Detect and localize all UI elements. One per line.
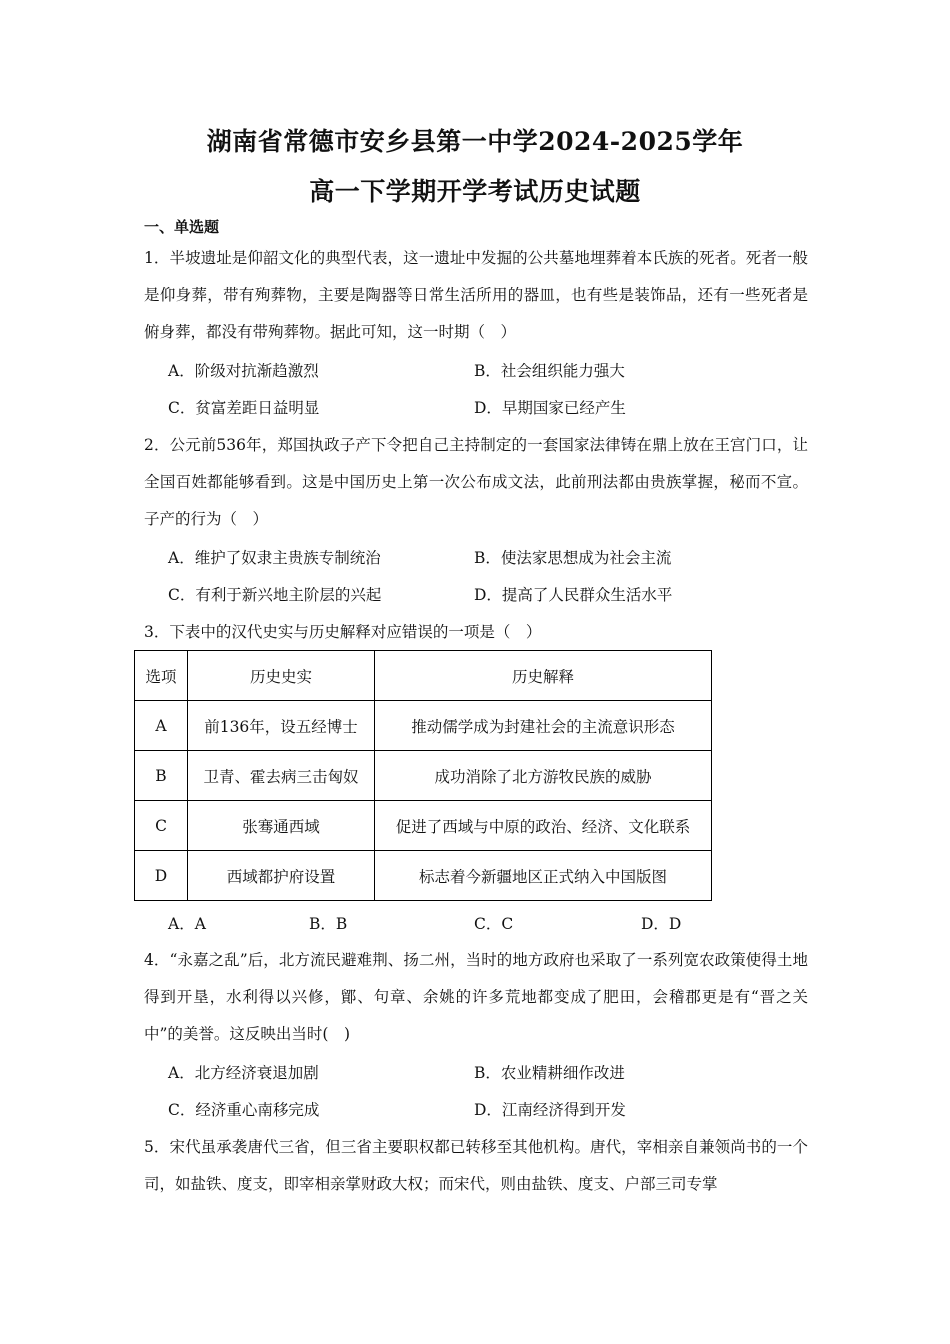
table-row — [135, 801, 712, 851]
question-1-option-d: D．早期国家已经产生 — [474, 399, 626, 417]
table-cell: 前136年，设五经博士 — [188, 701, 375, 751]
table-cell: A — [135, 701, 188, 751]
table-row — [135, 701, 712, 751]
question-4-option-b: B．农业精耕细作改进 — [474, 1064, 625, 1082]
question-1-option-a: A．阶级对抗渐趋激烈 — [168, 362, 319, 380]
question-3-stem: 3．下表中的汉代史实与历史解释对应错误的一项是（ ） — [144, 623, 542, 641]
table-cell: 促进了西域与中原的政治、经济、文化联系 — [375, 801, 712, 851]
exam-title-line2: 高一下学期开学考试历史试题 — [309, 177, 641, 206]
table-header-cell: 历史解释 — [375, 651, 712, 701]
question-4-option-c: C．经济重心南移完成 — [168, 1101, 320, 1119]
table-row — [135, 751, 712, 801]
question-1-stem: 1．半坡遗址是仰韶文化的典型代表，这一遗址中发掘的公共墓地埋葬着本氏族的死者。死者一般是仰身葬，带有殉葬物，主要是陶器等日常生活所用的器皿，也有些是装饰品，还有一些死者是俯身葬，都没有带殉葬物。据此可知，这一时期（ ） — [144, 249, 808, 341]
question-4-stem: 4．“永嘉之乱”后，北方流民避难荆、扬二州，当时的地方政府也采取了一系列宽农政策使得土地得到开垦，水利得以兴修，鄮、句章、余姚的许多荒地都变成了肥田，会稽郡更是有“晋之关中”的美誉。这反映出当时( ) — [144, 951, 808, 1043]
question-2-stem: 2．公元前536年，郑国执政子产下令把自己主持制定的一套国家法律铸在鼎上放在王宫门口，让全国百姓都能够看到。这是中国历史上第一次公布成文法，此前刑法都由贵族掌握，秘而不宣。子产的行为（ ） — [144, 436, 808, 528]
question-2-option-a: A．维护了奴隶主贵族专制统治 — [168, 549, 381, 567]
question-5-stem: 5．宋代虽承袭唐代三省，但三省主要职权都已转移至其他机构。唐代，宰相亲自兼领尚书的一个司，如盐铁、度支，即宰相亲掌财政大权；而宋代，则由盐铁、度支、户部三司专掌 — [144, 1138, 808, 1193]
section-heading: 一、单选题 — [144, 218, 220, 236]
question-3-option-c: C．C — [474, 915, 514, 933]
question-3-option-b: B．B — [309, 915, 348, 933]
question-4-option-d: D．江南经济得到开发 — [474, 1101, 626, 1119]
table-cell: C — [135, 801, 188, 851]
table-cell: 成功消除了北方游牧民族的威胁 — [375, 751, 712, 801]
question-3-option-a: A．A — [168, 915, 206, 933]
question-3-option-d: D．D — [641, 915, 682, 933]
table-header-row — [135, 651, 712, 701]
history-table — [134, 650, 712, 901]
question-2-option-d: D．提高了人民群众生活水平 — [474, 586, 673, 604]
table-cell: 卫青、霍去病三击匈奴 — [188, 751, 375, 801]
question-1-option-b: B．社会组织能力强大 — [474, 362, 625, 380]
question-4-option-a: A．北方经济衰退加剧 — [168, 1064, 319, 1082]
table-cell: D — [135, 851, 188, 901]
table-cell: 西域都护府设置 — [188, 851, 375, 901]
exam-title-line1: 湖南省常德市安乡县第一中学2024-2025学年 — [206, 127, 744, 156]
table-header-cell: 历史史实 — [188, 651, 375, 701]
table-cell: 推动儒学成为封建社会的主流意识形态 — [375, 701, 712, 751]
question-1-option-c: C．贫富差距日益明显 — [168, 399, 320, 417]
question-2-option-c: C．有利于新兴地主阶层的兴起 — [168, 586, 382, 604]
table-cell: B — [135, 751, 188, 801]
table-header-cell: 选项 — [135, 651, 188, 701]
question-2-option-b: B．使法家思想成为社会主流 — [474, 549, 672, 567]
table-cell: 标志着今新疆地区正式纳入中国版图 — [375, 851, 712, 901]
table-row — [135, 851, 712, 901]
table-cell: 张骞通西域 — [188, 801, 375, 851]
